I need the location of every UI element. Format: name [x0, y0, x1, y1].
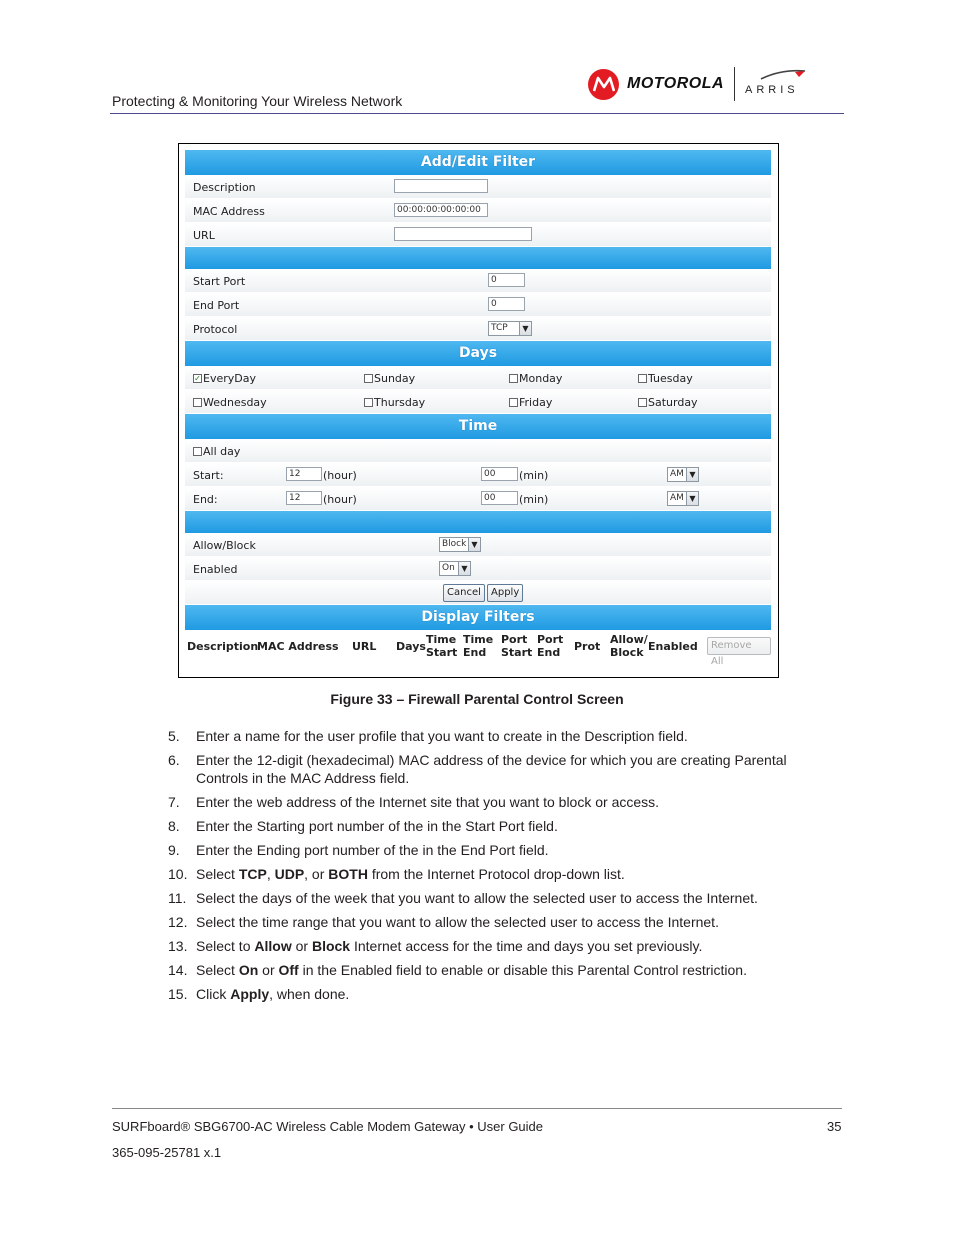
mac-label: MAC Address	[193, 205, 265, 218]
col-mac: MAC Address	[257, 640, 339, 653]
buttons-row	[185, 581, 771, 605]
col-prot: Prot	[574, 640, 601, 653]
all-day-label: All day	[203, 445, 241, 458]
keyword: Apply	[230, 986, 270, 1002]
step-text: Enter the Starting port number of the in the Start Port field.	[196, 818, 558, 834]
col-time-start-line2: Start	[426, 646, 458, 659]
end-port-label: End Port	[193, 299, 240, 312]
figure-caption: Figure 33 – Firewall Parental Control Screen	[330, 691, 624, 707]
day-label: Wednesday	[203, 396, 267, 409]
step-text: , or	[304, 866, 329, 882]
min-unit-label: (min)	[519, 469, 549, 482]
keyword: UDP	[274, 866, 305, 882]
protocol-row	[185, 317, 771, 341]
days-row-2	[185, 390, 771, 414]
arris-wordmark: ARRIS	[745, 84, 799, 96]
action-section-header	[185, 511, 771, 533]
checkbox-icon	[364, 374, 373, 383]
checkbox-icon	[193, 398, 202, 407]
step-7	[168, 793, 818, 811]
step-text: Enter the 12-digit (hexadecimal) MAC address of the device for which you are creating Parental Controls in the MAC Address field.	[196, 752, 787, 786]
footer-product: SURFboard® SBG6700-AC Wireless Cable Modem Gateway • User Guide	[112, 1119, 544, 1134]
keyword: TCP	[238, 866, 267, 882]
step-number: 5.	[168, 728, 180, 744]
end-port-input[interactable]: 0	[488, 297, 525, 311]
keyword: Off	[278, 962, 299, 978]
checkbox-icon	[638, 374, 647, 383]
hour-unit-label: (hour)	[323, 469, 357, 482]
footer-rule	[112, 1108, 842, 1109]
brand-logos	[588, 66, 833, 102]
col-time-end-line1: Time	[463, 633, 494, 646]
step-text: Select to	[196, 938, 255, 954]
step-12	[168, 913, 818, 931]
step-text: Select the days of the week that you want to allow the selected user to access the Internet.	[196, 890, 758, 906]
day-label: Sunday	[374, 372, 416, 385]
step-text: Select	[196, 962, 239, 978]
start-port-label: Start Port	[193, 275, 246, 288]
running-header: Protecting & Monitoring Your Wireless Network	[112, 93, 403, 109]
url-label: URL	[193, 229, 215, 242]
parental-control-form	[185, 150, 771, 667]
col-port-start	[501, 633, 532, 659]
step-13	[168, 937, 818, 955]
col-description: Description	[187, 640, 259, 653]
end-min-input[interactable]: 00	[481, 491, 518, 505]
col-port-start-line2: Start	[501, 646, 533, 659]
day-label: Saturday	[648, 396, 698, 409]
enabled-select[interactable]	[439, 561, 471, 576]
start-port-input[interactable]: 0	[488, 273, 525, 287]
allow-block-label: Allow/Block	[193, 539, 256, 552]
allow-block-row	[185, 533, 771, 557]
protocol-label: Protocol	[193, 323, 238, 336]
step-15	[168, 985, 818, 1003]
keyword: On	[238, 962, 259, 978]
step-9	[168, 841, 818, 859]
start-ampm-select[interactable]	[667, 467, 699, 482]
step-8	[168, 817, 818, 835]
step-number: 6.	[168, 752, 180, 768]
col-allow-block-line1: Allow/	[610, 633, 648, 646]
allow-block-value: Block	[442, 539, 467, 549]
step-text: Enter the web address of the Internet site that you want to block or access.	[196, 794, 660, 810]
port-section-header	[185, 247, 771, 269]
step-number: 7.	[168, 794, 180, 810]
step-number: 9.	[168, 842, 180, 858]
col-time-end-line2: End	[463, 646, 487, 659]
day-checkbox-tuesday[interactable]	[638, 372, 693, 385]
col-time-end	[463, 633, 493, 659]
col-port-end	[537, 633, 563, 659]
motorola-batwing-icon	[588, 69, 619, 100]
start-time-row	[185, 463, 771, 487]
mac-input[interactable]: 00:00:00:00:00:00	[394, 203, 488, 217]
day-label: Monday	[519, 372, 563, 385]
enabled-label: Enabled	[193, 563, 238, 576]
step-11	[168, 889, 818, 907]
step-text: in the Enabled field to enable or disable this Parental Control restriction.	[298, 962, 747, 978]
description-label: Description	[193, 181, 256, 194]
step-6	[168, 751, 818, 787]
enabled-value: On	[442, 563, 455, 573]
step-number: 10.	[168, 866, 188, 882]
motorola-wordmark: MOTOROLA	[627, 75, 725, 92]
step-number: 13.	[168, 938, 188, 954]
col-days: Days	[396, 640, 426, 653]
step-text: or	[291, 938, 312, 954]
checkbox-icon	[509, 398, 518, 407]
days-header: Days	[185, 341, 771, 366]
step-text: or	[258, 962, 279, 978]
start-time-label: Start:	[193, 469, 224, 482]
step-number: 14.	[168, 962, 188, 978]
day-checkbox-thursday[interactable]	[364, 396, 425, 409]
checkbox-icon	[509, 374, 518, 383]
display-filters-columns	[185, 630, 771, 667]
day-checkbox-saturday[interactable]	[638, 396, 698, 409]
end-hour-input[interactable]: 12	[286, 491, 322, 505]
step-text: ,	[266, 866, 275, 882]
col-port-start-line1: Port	[501, 633, 528, 646]
keyword: BOTH	[328, 866, 368, 882]
page-number: 35	[827, 1119, 842, 1134]
step-text: , when done.	[269, 986, 350, 1002]
start-min-input[interactable]: 00	[481, 467, 518, 481]
step-14	[168, 961, 818, 979]
step-number: 15.	[168, 986, 188, 1002]
day-checkbox-wednesday[interactable]	[193, 396, 267, 409]
step-text: Enter a name for the user profile that you want to create in the Description field.	[196, 728, 688, 744]
time-header: Time	[185, 414, 771, 439]
step-5	[168, 727, 818, 745]
step-text: Click	[196, 986, 231, 1002]
day-checkbox-friday[interactable]	[509, 396, 552, 409]
step-text: Internet access for the time and days you set previously.	[350, 938, 703, 954]
apply-button[interactable]: Apply	[487, 584, 523, 602]
day-label: Tuesday	[648, 372, 693, 385]
step-text: from the Internet Protocol drop-down list.	[367, 866, 625, 882]
checkbox-checked-icon: ✓	[194, 374, 201, 383]
end-time-label: End:	[193, 493, 218, 506]
checkbox-icon	[364, 398, 373, 407]
allow-block-select[interactable]	[439, 537, 481, 552]
chevron-down-icon: ▼	[519, 322, 531, 335]
checkbox-icon	[638, 398, 647, 407]
figure-parental-control	[178, 143, 779, 678]
protocol-value: TCP	[491, 323, 508, 333]
hour-unit-label: (hour)	[323, 493, 357, 506]
step-10	[168, 865, 818, 883]
day-label: Thursday	[374, 396, 426, 409]
chevron-down-icon: ▼	[458, 562, 470, 575]
end-port-row	[185, 293, 771, 317]
add-edit-filter-header: Add/Edit Filter	[185, 150, 771, 175]
logo-divider	[734, 67, 735, 101]
keyword: Block	[311, 938, 351, 954]
col-port-end-line2: End	[537, 646, 561, 659]
step-text: Select	[196, 866, 239, 882]
url-row	[185, 223, 771, 247]
day-checkbox-monday[interactable]	[509, 372, 562, 385]
chevron-down-icon: ▼	[468, 538, 480, 551]
arris-logo	[745, 69, 811, 99]
keyword: Allow	[254, 938, 292, 954]
col-time-start	[426, 633, 457, 659]
day-label: Friday	[519, 396, 553, 409]
start-ampm-value: AM	[670, 469, 684, 479]
end-time-row	[185, 487, 771, 511]
enabled-row	[185, 557, 771, 581]
url-input[interactable]	[394, 227, 532, 241]
col-port-end-line1: Port	[537, 633, 564, 646]
description-row	[185, 175, 771, 199]
end-ampm-value: AM	[670, 493, 684, 503]
chevron-down-icon: ▼	[686, 492, 698, 505]
col-allow-block-line2: Block	[610, 646, 644, 659]
step-number: 11.	[168, 890, 187, 906]
step-text: Select the time range that you want to allow the selected user to access the Internet.	[196, 914, 719, 930]
end-ampm-select[interactable]	[667, 491, 699, 506]
min-unit-label: (min)	[519, 493, 549, 506]
col-time-start-line1: Time	[426, 633, 457, 646]
description-input[interactable]	[394, 179, 488, 193]
mac-row	[185, 199, 771, 223]
cancel-button[interactable]: Cancel	[443, 584, 485, 602]
step-text: Enter the Ending port number of the in the End Port field.	[196, 842, 549, 858]
header-rule	[110, 113, 844, 114]
step-number: 12.	[168, 914, 188, 930]
footer-doc-number: 365-095-25781 x.1	[112, 1145, 222, 1160]
chevron-down-icon: ▼	[686, 468, 698, 481]
day-label: EveryDay	[203, 372, 256, 385]
days-row-1	[185, 366, 771, 390]
arris-swoosh-icon	[759, 69, 807, 81]
col-url: URL	[352, 640, 377, 653]
checkbox-icon	[193, 447, 202, 456]
start-port-row	[185, 269, 771, 293]
remove-all-button[interactable]: Remove All	[707, 637, 771, 655]
day-checkbox-sunday[interactable]	[364, 372, 415, 385]
all-day-row	[185, 439, 771, 463]
day-checkbox-everyday[interactable]	[193, 372, 256, 385]
instruction-steps	[168, 727, 818, 1009]
step-number: 8.	[168, 818, 180, 834]
all-day-checkbox[interactable]	[193, 445, 240, 458]
col-enabled: Enabled	[648, 640, 698, 653]
protocol-select[interactable]	[488, 321, 532, 336]
start-hour-input[interactable]: 12	[286, 467, 322, 481]
col-allow-block	[610, 633, 648, 659]
display-filters-header: Display Filters	[185, 605, 771, 630]
